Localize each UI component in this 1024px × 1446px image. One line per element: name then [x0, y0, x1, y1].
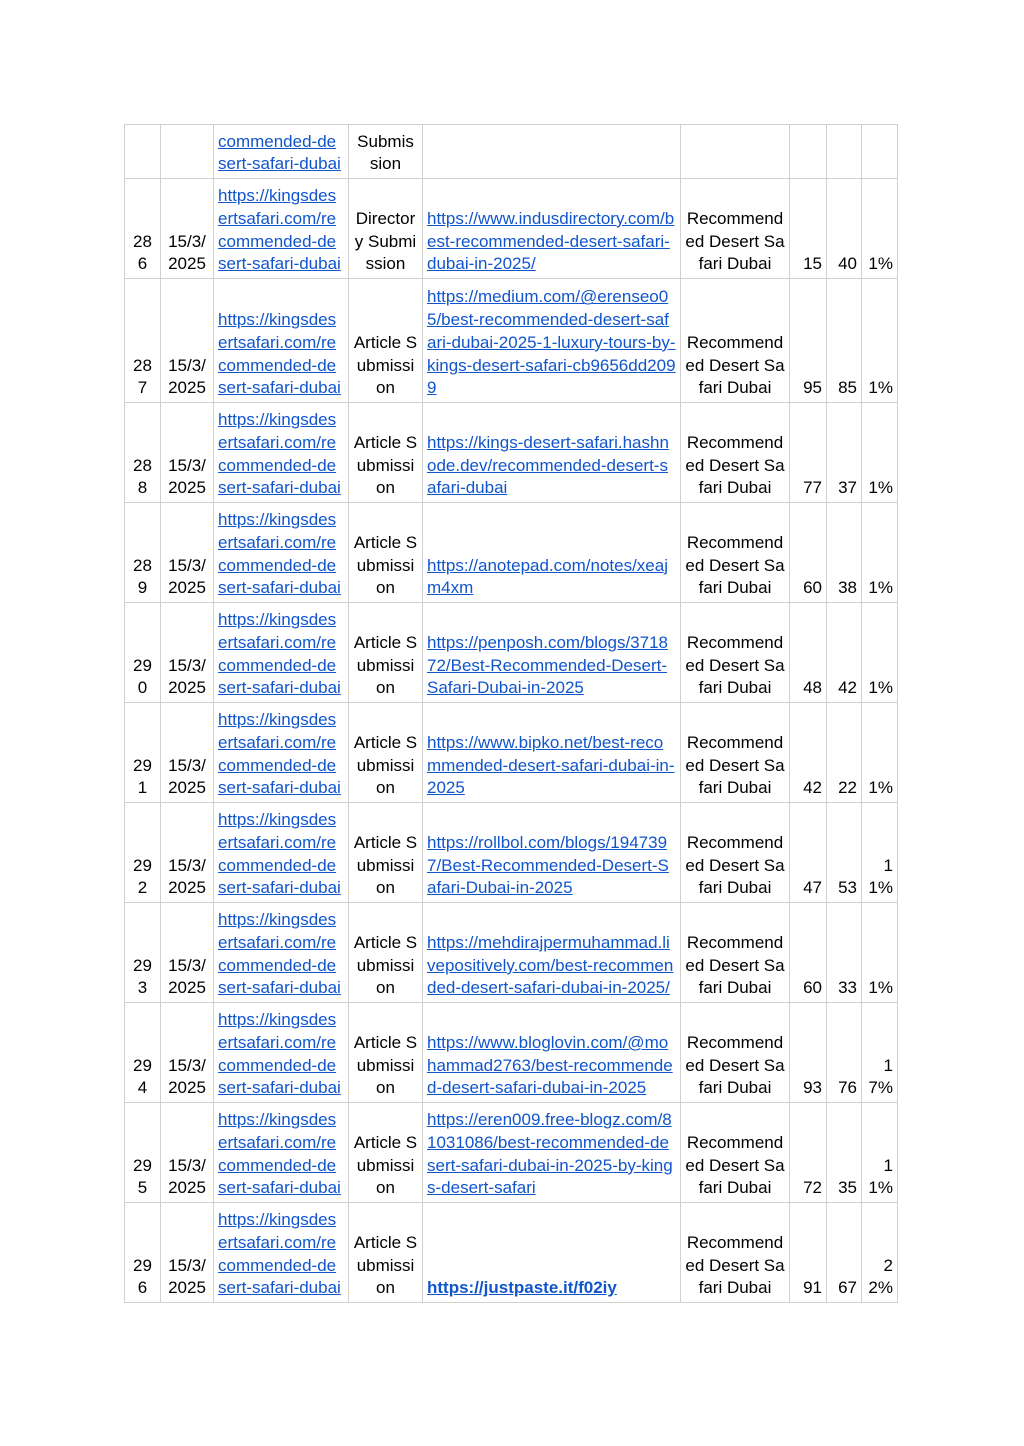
cell-pa — [827, 603, 862, 703]
row-date: 15/3/2025 — [168, 855, 206, 898]
cell-target — [214, 403, 349, 503]
cell-target — [214, 1103, 349, 1203]
keyword: Recommended Desert Safari Dubai — [685, 432, 785, 498]
cell-keyword — [681, 403, 790, 503]
cell-ss — [862, 603, 898, 703]
row-date: 15/3/2025 — [168, 1255, 206, 1298]
submission-type: Article Submission — [353, 1132, 418, 1198]
target-url-link[interactable]: https://kingsdesertsafari.com/recommended-desert-safari-dubai — [218, 710, 341, 798]
submission-type: Article Submission — [353, 432, 418, 498]
cell-target — [214, 1203, 349, 1303]
backlink-table — [124, 124, 898, 1303]
spam-score: 11% — [868, 1155, 893, 1198]
da-value: 91 — [803, 1278, 822, 1298]
cell-ss — [862, 179, 898, 279]
submission-type: Article Submission — [353, 632, 418, 698]
pa-value: 35 — [838, 1178, 857, 1198]
cell-type — [349, 703, 423, 803]
submission-type: Article Submission — [353, 332, 418, 398]
cell-date — [161, 179, 214, 279]
cell-date — [161, 279, 214, 403]
target-url-link[interactable]: https://kingsdesertsafari.com/recommended-desert-safari-dubai — [218, 510, 341, 598]
cell-no — [125, 1203, 161, 1303]
backlink-url-link[interactable]: https://anotepad.com/notes/xeajm4xm — [427, 555, 668, 598]
cell-type — [349, 403, 423, 503]
cell-type — [349, 1003, 423, 1103]
submission-type: Article Submission — [353, 932, 418, 998]
cell-no — [125, 803, 161, 903]
pa-value: 22 — [838, 778, 857, 798]
cell-type — [349, 803, 423, 903]
cell-ss — [862, 903, 898, 1003]
table-row — [125, 1003, 898, 1103]
cell-da — [790, 503, 827, 603]
cell-target — [214, 603, 349, 703]
cell-type — [349, 179, 423, 279]
cell-pa — [827, 125, 862, 179]
submission-type: Article Submission — [353, 732, 418, 798]
cell-da — [790, 1003, 827, 1103]
pa-value: 38 — [838, 578, 857, 598]
pa-value: 76 — [838, 1078, 857, 1098]
pa-value: 33 — [838, 978, 857, 998]
row-number: 290 — [133, 655, 152, 698]
cell-date — [161, 903, 214, 1003]
cell-target — [214, 703, 349, 803]
cell-keyword — [681, 603, 790, 703]
cell-da — [790, 903, 827, 1003]
row-date: 15/3/2025 — [168, 655, 206, 698]
cell-url — [423, 179, 681, 279]
pa-value: 42 — [838, 678, 857, 698]
submission-type: Directory Submission — [354, 208, 417, 274]
cell-pa — [827, 1203, 862, 1303]
spam-score: 11% — [868, 855, 893, 898]
keyword: Recommended Desert Safari Dubai — [685, 208, 785, 274]
cell-date — [161, 703, 214, 803]
keyword: Recommended Desert Safari Dubai — [685, 1232, 785, 1298]
cell-date — [161, 125, 214, 179]
target-url-link[interactable]: https://kingsdesertsafari.com/recommended-desert-safari-dubai — [218, 310, 341, 398]
target-url-link[interactable]: https://kingsdesertsafari.com/recommended-desert-safari-dubai — [218, 1110, 341, 1198]
cell-da — [790, 1103, 827, 1203]
cell-url — [423, 1203, 681, 1303]
spam-score: 1% — [868, 578, 893, 598]
cell-ss — [862, 503, 898, 603]
cell-no — [125, 703, 161, 803]
cell-no — [125, 603, 161, 703]
da-value: 72 — [803, 1178, 822, 1198]
pa-value: 53 — [838, 878, 857, 898]
cell-ss — [862, 1203, 898, 1303]
backlink-url-link[interactable]: https://medium.com/@erenseo05/best-recommended-desert-safari-dubai-2025-1-luxury-tours-by-kings-desert-safari-cb9656dd2099 — [427, 287, 676, 398]
cell-date — [161, 503, 214, 603]
cell-no — [125, 279, 161, 403]
spam-score: 1% — [868, 978, 893, 998]
backlink-url-link[interactable]: https://justpaste.it/f02iy — [427, 1278, 617, 1298]
cell-ss — [862, 1103, 898, 1203]
cell-da — [790, 125, 827, 179]
cell-keyword — [681, 1003, 790, 1103]
cell-no — [125, 1103, 161, 1203]
cell-type — [349, 279, 423, 403]
cell-keyword — [681, 1103, 790, 1203]
pa-value: 67 — [838, 1278, 857, 1298]
table-row — [125, 803, 898, 903]
da-value: 60 — [803, 578, 822, 598]
cell-pa — [827, 403, 862, 503]
row-number: 292 — [133, 855, 152, 898]
target-url-link[interactable]: https://kingsdesertsafari.com/recommended-desert-safari-dubai — [218, 1210, 341, 1298]
target-url-link[interactable]: commended-desert-safari-dubai — [218, 131, 341, 174]
table-row — [125, 503, 898, 603]
cell-type — [349, 503, 423, 603]
spam-score: 1% — [868, 478, 893, 498]
keyword: Recommended Desert Safari Dubai — [685, 832, 785, 898]
cell-target — [214, 179, 349, 279]
submission-type: Article Submission — [353, 1232, 418, 1298]
cell-url — [423, 1103, 681, 1203]
spam-score: 1% — [868, 378, 893, 398]
target-url-link[interactable]: https://kingsdesertsafari.com/recommended-desert-safari-dubai — [218, 1010, 341, 1098]
backlink-url-link[interactable]: https://www.bipko.net/best-recommended-desert-safari-dubai-in-2025 — [427, 732, 675, 798]
cell-da — [790, 603, 827, 703]
cell-date — [161, 403, 214, 503]
cell-type — [349, 1203, 423, 1303]
row-number: 296 — [133, 1255, 152, 1298]
cell-pa — [827, 279, 862, 403]
cell-no — [125, 125, 161, 179]
backlink-url-link[interactable]: https://penposh.com/blogs/371872/Best-Recommended-Desert-Safari-Dubai-in-2025 — [427, 632, 668, 698]
spam-score: 22% — [868, 1255, 893, 1298]
row-number: 294 — [133, 1055, 152, 1098]
cell-url — [423, 279, 681, 403]
cell-da — [790, 703, 827, 803]
spam-score: 1% — [868, 254, 893, 274]
cell-url — [423, 403, 681, 503]
cell-keyword — [681, 703, 790, 803]
cell-no — [125, 179, 161, 279]
cell-date — [161, 1003, 214, 1103]
da-value: 15 — [803, 254, 822, 274]
cell-da — [790, 403, 827, 503]
cell-type — [349, 125, 423, 179]
pa-value: 85 — [838, 378, 857, 398]
cell-keyword — [681, 179, 790, 279]
cell-pa — [827, 703, 862, 803]
cell-date — [161, 803, 214, 903]
cell-pa — [827, 803, 862, 903]
cell-url — [423, 125, 681, 179]
cell-url — [423, 903, 681, 1003]
table-row — [125, 179, 898, 279]
cell-target — [214, 1003, 349, 1103]
cell-ss — [862, 803, 898, 903]
keyword: Recommended Desert Safari Dubai — [685, 332, 785, 398]
cell-date — [161, 1103, 214, 1203]
row-number: 288 — [133, 455, 152, 498]
row-number: 293 — [133, 955, 152, 998]
da-value: 93 — [803, 1078, 822, 1098]
row-date: 15/3/2025 — [168, 231, 206, 274]
row-date: 15/3/2025 — [168, 755, 206, 798]
cell-url — [423, 803, 681, 903]
row-date: 15/3/2025 — [168, 1055, 206, 1098]
cell-url — [423, 1003, 681, 1103]
da-value: 95 — [803, 378, 822, 398]
backlink-url-link[interactable]: https://www.indusdirectory.com/best-recommended-desert-safari-dubai-in-2025/ — [427, 208, 675, 274]
cell-type — [349, 1103, 423, 1203]
table-row — [125, 903, 898, 1003]
da-value: 47 — [803, 878, 822, 898]
cell-no — [125, 903, 161, 1003]
da-value: 48 — [803, 678, 822, 698]
cell-ss — [862, 403, 898, 503]
spam-score: 1% — [868, 678, 893, 698]
keyword: Recommended Desert Safari Dubai — [685, 1032, 785, 1098]
cell-target — [214, 279, 349, 403]
keyword: Recommended Desert Safari Dubai — [685, 732, 785, 798]
cell-target — [214, 903, 349, 1003]
cell-url — [423, 603, 681, 703]
table-body — [125, 125, 898, 1303]
row-number: 295 — [133, 1155, 152, 1198]
da-value: 77 — [803, 478, 822, 498]
target-url-link[interactable]: https://kingsdesertsafari.com/recommended-desert-safari-dubai — [218, 810, 341, 898]
target-url-link[interactable]: https://kingsdesertsafari.com/recommended-desert-safari-dubai — [218, 910, 341, 998]
cell-ss — [862, 125, 898, 179]
cell-da — [790, 803, 827, 903]
cell-keyword — [681, 279, 790, 403]
submission-type: Article Submission — [353, 832, 418, 898]
table-row — [125, 279, 898, 403]
cell-no — [125, 1003, 161, 1103]
cell-date — [161, 1203, 214, 1303]
backlink-url-link[interactable]: https://www.bloglovin.com/@mohammad2763/best-recommended-desert-safari-dubai-in-2025 — [427, 1032, 673, 1098]
table-row — [125, 403, 898, 503]
submission-type: Article Submission — [353, 532, 418, 598]
row-number: 287 — [133, 355, 152, 398]
row-date: 15/3/2025 — [168, 455, 206, 498]
cell-date — [161, 603, 214, 703]
spam-score: 1% — [868, 778, 893, 798]
backlink-url-link[interactable]: https://rollbol.com/blogs/1947397/Best-Recommended-Desert-Safari-Dubai-in-2025 — [427, 832, 669, 898]
keyword: Recommended Desert Safari Dubai — [685, 932, 785, 998]
pa-value: 37 — [838, 478, 857, 498]
cell-target — [214, 125, 349, 179]
cell-ss — [862, 279, 898, 403]
target-url-link[interactable]: https://kingsdesertsafari.com/recommended-desert-safari-dubai — [218, 610, 341, 698]
cell-da — [790, 279, 827, 403]
cell-target — [214, 803, 349, 903]
cell-type — [349, 603, 423, 703]
target-url-link[interactable]: https://kingsdesertsafari.com/recommended-desert-safari-dubai — [218, 410, 341, 498]
table-row — [125, 703, 898, 803]
cell-pa — [827, 1003, 862, 1103]
row-date: 15/3/2025 — [168, 1155, 206, 1198]
cell-keyword — [681, 903, 790, 1003]
cell-target — [214, 503, 349, 603]
row-number: 286 — [133, 231, 152, 274]
cell-no — [125, 403, 161, 503]
target-url-link[interactable]: https://kingsdesertsafari.com/recommended-desert-safari-dubai — [218, 186, 341, 274]
backlink-url-link[interactable]: https://kings-desert-safari.hashnode.dev/recommended-desert-safari-dubai — [427, 432, 669, 498]
cell-type — [349, 903, 423, 1003]
backlink-url-link[interactable]: https://eren009.free-blogz.com/81031086/best-recommended-desert-safari-dubai-in-2025-by-kings-desert-safari — [427, 1110, 673, 1198]
table-row — [125, 125, 898, 179]
cell-keyword — [681, 1203, 790, 1303]
row-date: 15/3/2025 — [168, 555, 206, 598]
da-value: 42 — [803, 778, 822, 798]
submission-type: Submission — [357, 131, 414, 174]
table-row — [125, 1103, 898, 1203]
cell-da — [790, 1203, 827, 1303]
cell-keyword — [681, 803, 790, 903]
submission-type: Article Submission — [353, 1032, 418, 1098]
cell-ss — [862, 703, 898, 803]
cell-no — [125, 503, 161, 603]
cell-url — [423, 703, 681, 803]
da-value: 60 — [803, 978, 822, 998]
cell-url — [423, 503, 681, 603]
cell-keyword — [681, 125, 790, 179]
row-date: 15/3/2025 — [168, 355, 206, 398]
cell-da — [790, 179, 827, 279]
cell-ss — [862, 1003, 898, 1103]
row-number: 289 — [133, 555, 152, 598]
row-date: 15/3/2025 — [168, 955, 206, 998]
keyword: Recommended Desert Safari Dubai — [685, 1132, 785, 1198]
cell-pa — [827, 179, 862, 279]
keyword: Recommended Desert Safari Dubai — [685, 532, 785, 598]
keyword: Recommended Desert Safari Dubai — [685, 632, 785, 698]
cell-pa — [827, 903, 862, 1003]
backlink-url-link[interactable]: https://mehdirajpermuhammad.livepositively.com/best-recommended-desert-safari-dubai-in-2025/ — [427, 932, 674, 998]
cell-pa — [827, 1103, 862, 1203]
cell-pa — [827, 503, 862, 603]
row-number: 291 — [133, 755, 152, 798]
cell-keyword — [681, 503, 790, 603]
table-row — [125, 603, 898, 703]
pa-value: 40 — [838, 254, 857, 274]
spam-score: 17% — [868, 1055, 893, 1098]
table-row — [125, 1203, 898, 1303]
